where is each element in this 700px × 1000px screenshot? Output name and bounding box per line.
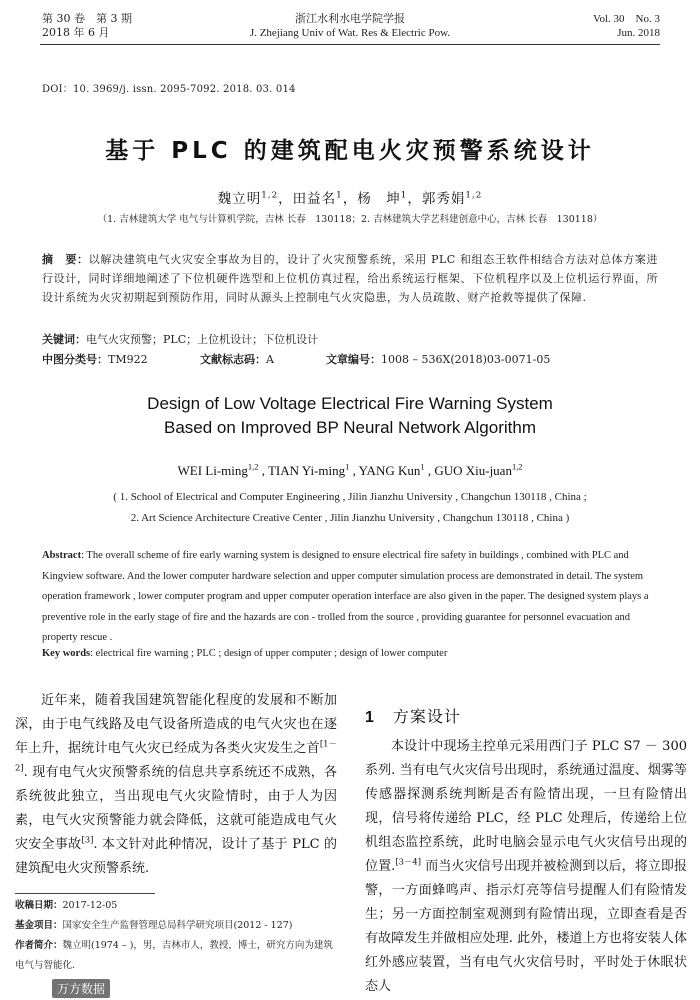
affiliation-en-line1: ( 1. School of Electrical and Computer Engineering , Jilin Jianzhu University , Changchun 130118 , China ; [113,491,587,503]
header-rule [40,44,660,45]
title-en-line2: Based on Improved BP Neural Network Algorithm [164,418,536,437]
author-sup: 1 [345,461,350,472]
keywords-en-text: : electrical fire warning ; PLC ; design of upper computer ; design of lower computer [90,648,448,659]
affiliation-en [0,487,700,529]
intro-column [15,689,337,881]
fund-label: 基金项目： [15,920,63,931]
title-en-line1: Design of Low Voltage Electrical Fire Warning System [147,394,553,413]
affiliation-en-line2: 2. Art Science Architecture Creative Center , Jilin Jianzhu University , Changchun 130118 , China ) [130,512,570,524]
header-right [560,12,660,40]
title-en [0,392,700,440]
journal-name-cn: 浙江水利水电学院学报 [295,12,405,25]
article-label: 文章编号： [326,353,381,366]
section-heading [365,704,461,727]
keywords-en-label: Key words [42,648,91,659]
author-sup: 1,2 [247,461,259,472]
header-center [200,12,500,40]
section-number: 1 [365,709,375,726]
issue-date: 2018 年 6 月 [42,26,110,39]
clc-number [42,351,148,367]
footnotes [15,896,337,976]
intro-paragraph [15,689,337,881]
citation: [1－2] [15,738,337,773]
author-cn: 杨 坤 [357,191,401,207]
title-cn: 基于 PLC 的建筑配电火灾预警系统设计 [105,138,595,164]
section-body [365,735,687,999]
received-date [15,896,337,916]
intro-text: . 现有电气火灾预警系统的信息共享系统还不成熟，各系统彼此独立，当出现电气火灾险情时，由于人为因素，电气火灾预警能力就会降低，这就可能造成电气火灾安全事故 [15,765,337,852]
journal-name-en: J. Zhejiang Univ of Wat. Res & Electric Pow. [249,27,451,39]
author-en: WEI Li-ming [177,463,248,478]
author-sup: 1 [336,190,343,201]
received-value: 2017-12-05 [62,900,118,911]
abstract-cn [42,250,658,307]
abstract-en-text: : The overall scheme of fire early warning system is designed to ensure electrical fire safety in buildings , combined with PLC and Kingview software. And the lower computer hardware selection and upper computer simulation process are demonstrated in detail. The system operation framework , lower computer program and upper computer operation interface are also given in the paper. The designed system plays a preventive role in the early stage of fire and the hazards are con - trolled from the source , providing guarantee for personnel evacuation and property rescue . [42,550,649,643]
received-label: 收稿日期： [15,900,63,911]
author-cn: 魏立明 [217,191,262,207]
document-code [200,351,274,367]
citation: [3－4] [395,856,422,867]
abstract-en-label: Abstract [42,550,82,561]
section-text: 本设计中现场主控单元采用西门子 PLC S7 － 300 系列. 当有电气火灾信号出现时，系统通过温度、烟雾等传感器探测系统判断是否有险情出现，一旦有险情出现，信号将传递给 PLC，经 PLC 处理后，传递给上位机组态监控系统，此时电脑会显示电气火灾信号出现的位置. [365,739,687,874]
author-sup: 1 [420,461,425,472]
authors-cn: 魏立明$^{1,2}$，田益名$^1$，杨 坤$^1$，郭秀娟$^{1,2}$ [217,190,483,207]
section-paragraph [365,735,687,999]
intro-text: 近年来，随着我国建筑智能化程度的发展和不断加深，由于电气线路及电气设备所造成的电气火灾也在逐年上升，据统计电气火灾已经成为各类火灾发生之首 [15,693,337,756]
doc-label: 文献标志码： [200,353,266,366]
keywords-cn-label: 关键词： [42,333,86,346]
clc-label: 中图分类号： [42,353,108,366]
abstract-en [42,546,658,649]
citation: [3] [81,834,94,845]
author-bio-value: 魏立明(1974 – )，男，吉林市人，教授，博士，研究方向为建筑电气与智能化. [15,940,333,971]
author-en: TIAN Yi-ming [267,463,346,478]
clc-value: TM922 [108,353,148,366]
section-text: 而当火灾信号出现并被检测到以后，将立即报警，一方面蜂鸣声、指示灯亮等信号提醒人们有险情发生；另一方面控制室观测到有险情出现，立即查看是否有故障发生并做相应处理. 此外，楼道上方也将安装人体红外感应装置，当有电气火灾信号时，平时处于休眠状态人 [365,859,687,994]
issue-date-en: Jun. 2018 [617,27,660,39]
author-en: YANG Kun [358,463,421,478]
author-sup: 1,2 [261,190,279,201]
article-number [326,351,550,367]
author-bio [15,936,337,976]
doc-value: A [266,353,274,366]
article-value: 1008 – 536X(2018)03-0071-05 [381,353,551,366]
footnote-rule [15,893,155,894]
abstract-cn-text: 以解决建筑电气火灾安全事故为目的，设计了火灾预警系统，采用 PLC 和组态王软件相结合方法对总体方案进行设计，同时详细地阐述了下位机硬件选型和上位机仿真过程，给出系统运行框架、下位机程序以及上位机运行界面，所设计系统为火灾初期起到预防作用，同时从源头上控制电气火灾隐患，为人员疏散、财产抢救等提供了保障. [42,253,659,304]
author-cn: 田益名 [292,191,337,207]
author-sup: 1 [400,190,408,201]
author-bio-label: 作者简介： [15,940,63,951]
fund [15,916,337,936]
volume-issue-en: Vol. 30 No. 3 [592,13,660,25]
header-left [42,12,132,40]
author-sup: 1,2 [511,461,523,472]
author-en: GUO Xiu-juan [434,463,512,478]
abstract-cn-label: 摘 要： [42,253,89,266]
keywords-en [42,648,447,659]
intro-text: . 本文针对此种情况，设计了基于 PLC 的建筑配电火灾预警系统. [15,837,337,876]
keywords-cn-text: 电气火灾预警；PLC；上位机设计；下位机设计 [86,333,319,346]
volume-issue: 第 30 卷 第 3 期 [42,12,132,25]
fund-value: 国家安全生产监督管理总局科学研究项目(2012 - 127) [62,920,293,931]
watermark-logo: 万方数据 [52,979,110,998]
author-sup: 1,2 [465,190,483,201]
doi: DOI：10. 3969/j. issn. 2095-7092. 2018. 03. 014 [42,84,296,95]
affiliation-cn: （1. 吉林建筑大学 电气与计算机学院，吉林 长春 130118；2. 吉林建筑大学艺科建创意中心，吉林 长春 130118） [97,214,603,225]
authors-en: WEI Li-ming$^{1,2}$ , TIAN Yi-ming$^1$ , YANG Kun$^1$ , GUO Xiu-juan$^{1,2}$ [177,461,523,478]
section-title: 方案设计 [392,707,461,726]
keywords-cn [42,331,318,347]
author-cn: 郭秀娟 [421,191,466,207]
